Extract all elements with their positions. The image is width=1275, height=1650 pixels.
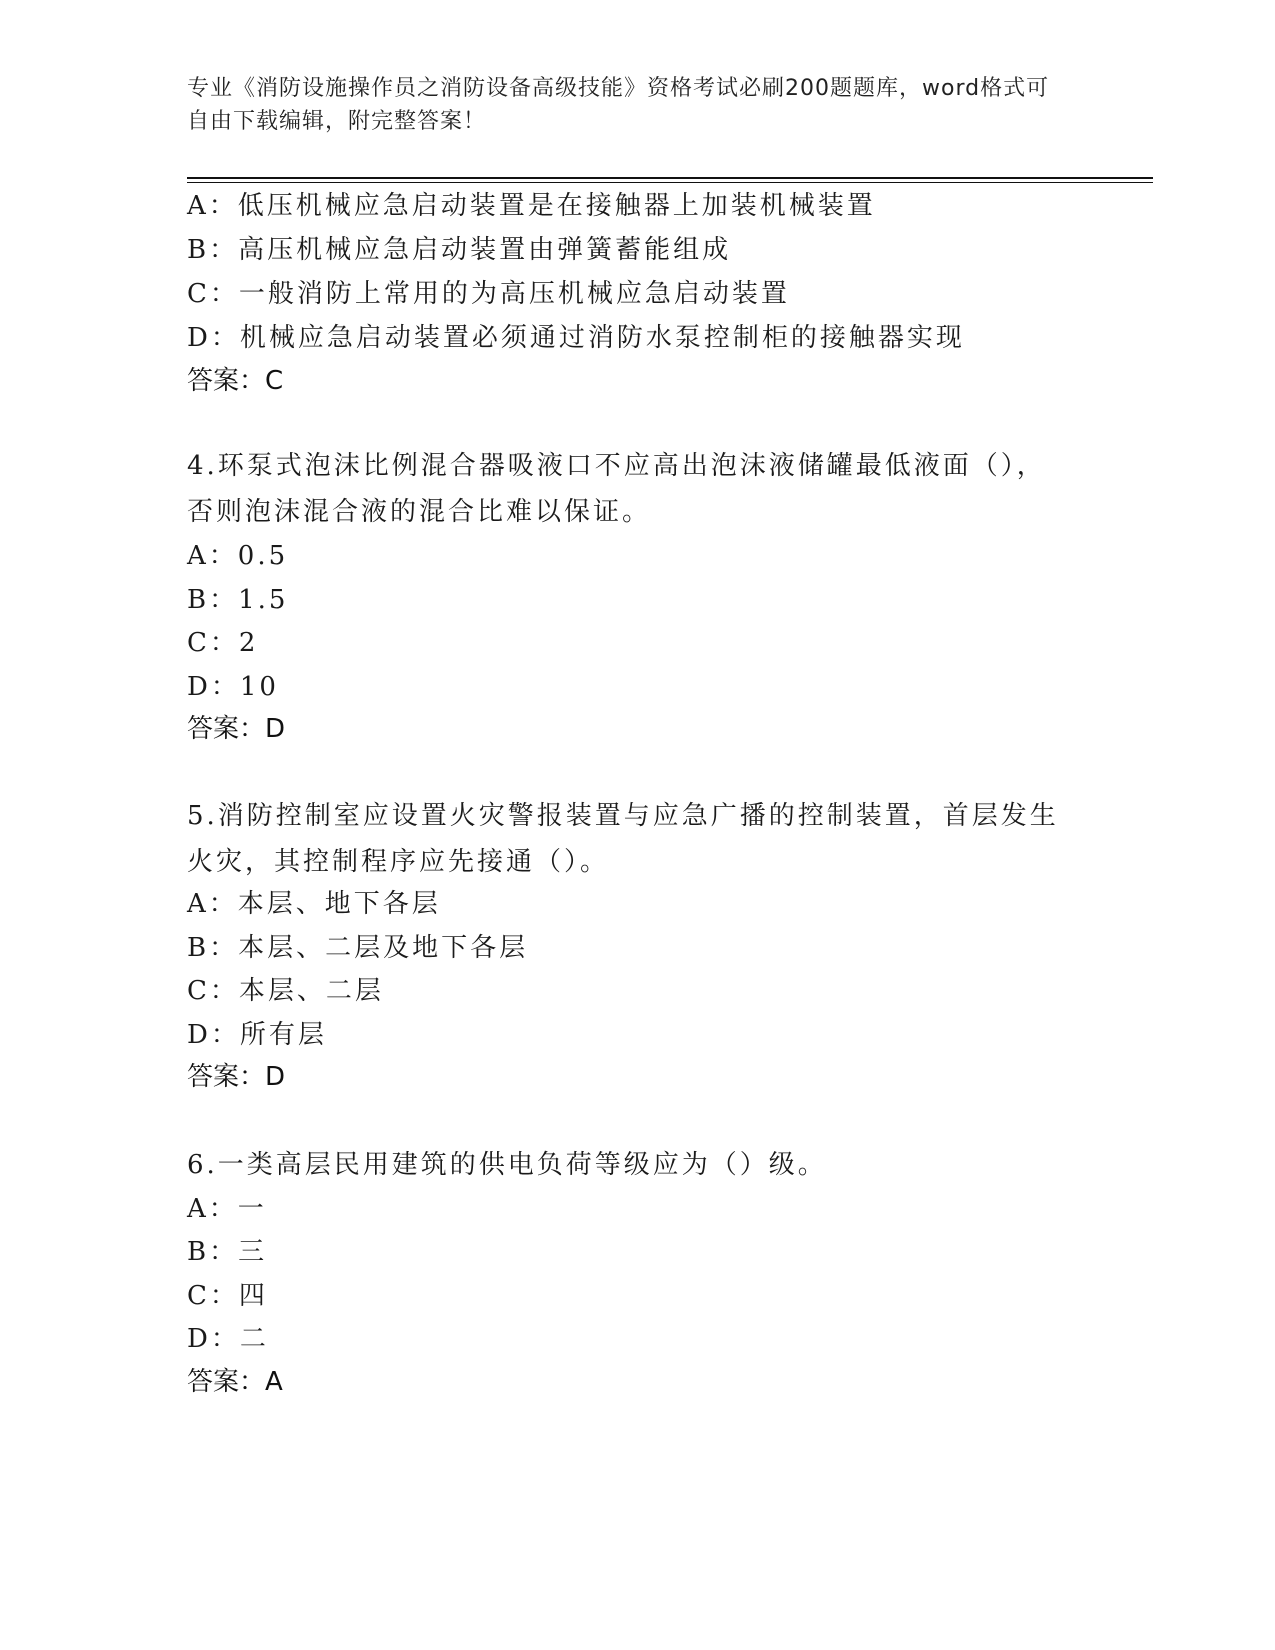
header-rule-thick — [187, 177, 1153, 179]
q5-question: 5.消防控制室应设置火灾警报装置与应急广播的控制装置，首层发生火灾，其控制程序应先接通（）。 — [187, 801, 1059, 877]
q5-option-a: A：本层、地下各层 — [187, 889, 441, 919]
q6-option-d: D：二 — [187, 1324, 269, 1354]
q3-option-a: A：低压机械应急启动装置是在接触器上加装机械装置 — [187, 191, 876, 221]
q4-answer: 答案：D — [187, 714, 286, 744]
header-rule-thin — [187, 182, 1153, 183]
q4-option-a: A：0.5 — [187, 541, 289, 571]
q4-question: 4.环泵式泡沫比例混合器吸液口不应高出泡沫液储罐最低液面（），否则泡沫混合液的混合比难以保证。 — [187, 451, 1046, 527]
q3-answer: 答案：C — [187, 366, 284, 396]
document-header: 专业《消防设施操作员之消防设备高级技能》资格考试必刷200题题库，word格式可自由下载编辑，附完整答案！ — [187, 76, 1050, 134]
q6-option-c: C：四 — [187, 1281, 268, 1311]
q5-option-b: B：本层、二层及地下各层 — [187, 933, 529, 963]
q5-option-d: D：所有层 — [187, 1020, 327, 1050]
q5-option-c: C：本层、二层 — [187, 976, 384, 1006]
q6-option-b: B：三 — [187, 1237, 268, 1267]
q4-option-d: D：10 — [187, 672, 279, 702]
q3-option-d: D：机械应急启动装置必须通过消防水泵控制柜的接触器实现 — [187, 323, 965, 353]
q4-option-b: B：1.5 — [187, 585, 289, 615]
q6-question: 6.一类高层民用建筑的供电负荷等级应为（）级。 — [187, 1150, 827, 1180]
q6-answer: 答案：A — [187, 1367, 283, 1397]
q6-option-a: A：一 — [187, 1194, 267, 1224]
q3-option-b: B：高压机械应急启动装置由弹簧蓄能组成 — [187, 235, 732, 265]
q3-option-c: C：一般消防上常用的为高压机械应急启动装置 — [187, 279, 790, 309]
q4-option-c: C：2 — [187, 628, 259, 658]
q5-answer: 答案：D — [187, 1062, 286, 1092]
